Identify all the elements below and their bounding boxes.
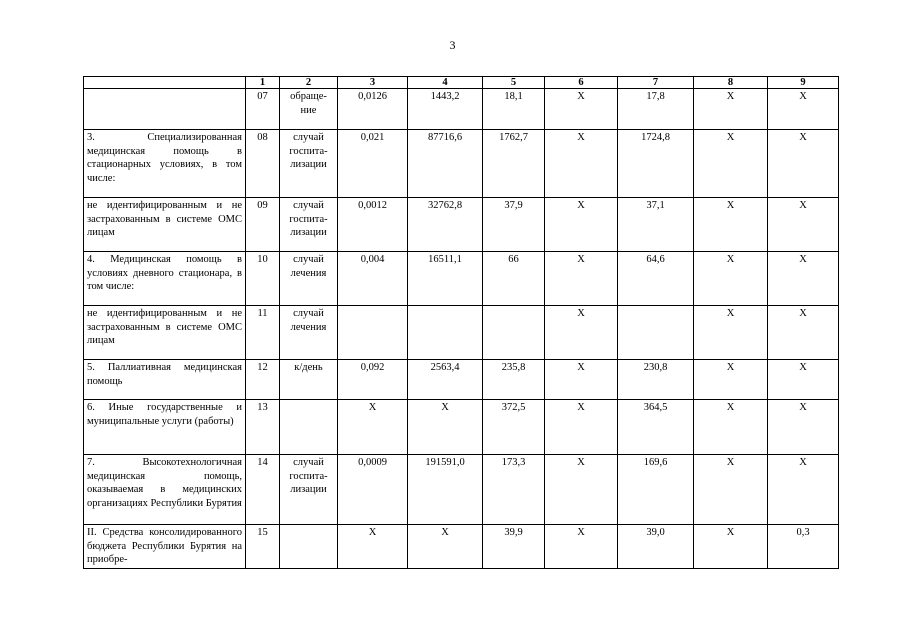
row-description: 6. Иные государственные и муниципальные услуги (работы) (84, 400, 246, 455)
row-code: 13 (246, 400, 280, 455)
row-code: 14 (246, 455, 280, 525)
header-cell-7: 7 (618, 77, 694, 89)
table-row (84, 525, 839, 569)
row-col4: 32762,8 (408, 198, 483, 252)
row-col5: 39,9 (483, 525, 545, 569)
row-col5: 372,5 (483, 400, 545, 455)
row-code: 10 (246, 252, 280, 306)
row-col9: X (768, 306, 839, 360)
row-unit: случай госпита-лизации (280, 455, 338, 525)
row-col8: X (694, 130, 768, 198)
row-col5: 18,1 (483, 89, 545, 130)
row-col9: X (768, 400, 839, 455)
header-cell-1: 1 (246, 77, 280, 89)
row-code: 12 (246, 360, 280, 400)
table-row (84, 130, 839, 198)
row-unit: случай лечения (280, 252, 338, 306)
row-description: 4. Медицинская помощь в условиях дневного стационара, в том числе: (84, 252, 246, 306)
row-unit: случай госпита-лизации (280, 130, 338, 198)
row-col9: X (768, 360, 839, 400)
row-col4: 1443,2 (408, 89, 483, 130)
row-col3: 0,004 (338, 252, 408, 306)
header-cell-9: 9 (768, 77, 839, 89)
row-col5: 173,3 (483, 455, 545, 525)
row-col3: 0,0012 (338, 198, 408, 252)
header-cell-4: 4 (408, 77, 483, 89)
header-cell-3: 3 (338, 77, 408, 89)
row-description: 5. Паллиативная медицинская помощь (84, 360, 246, 400)
row-col7: 1724,8 (618, 130, 694, 198)
row-col6: X (545, 198, 618, 252)
row-col7: 17,8 (618, 89, 694, 130)
row-col5 (483, 306, 545, 360)
row-col6: X (545, 360, 618, 400)
row-col8: X (694, 525, 768, 569)
row-col6: X (545, 455, 618, 525)
row-code: 15 (246, 525, 280, 569)
row-col7: 64,6 (618, 252, 694, 306)
row-col3 (338, 306, 408, 360)
row-description: 7. Высокотехнологичная медицинская помощь, оказываемая в медицинских организациях Республики Бурятия (84, 455, 246, 525)
row-col8: X (694, 455, 768, 525)
row-unit (280, 525, 338, 569)
row-col5: 235,8 (483, 360, 545, 400)
row-col7: 364,5 (618, 400, 694, 455)
row-code: 08 (246, 130, 280, 198)
table-row (84, 306, 839, 360)
row-unit: случай госпита-лизации (280, 198, 338, 252)
header-cell-6: 6 (545, 77, 618, 89)
row-col4: 16511,1 (408, 252, 483, 306)
row-col4: X (408, 400, 483, 455)
header-cell-8: 8 (694, 77, 768, 89)
row-description: не идентифицированным и не застрахованным в системе ОМС лицам (84, 198, 246, 252)
row-code: 09 (246, 198, 280, 252)
row-col9: X (768, 198, 839, 252)
row-col4: 2563,4 (408, 360, 483, 400)
row-unit: случай лечения (280, 306, 338, 360)
row-col7: 37,1 (618, 198, 694, 252)
row-description (84, 89, 246, 130)
row-col8: X (694, 400, 768, 455)
row-col8: X (694, 360, 768, 400)
page-number: 3 (449, 38, 456, 52)
row-col6: X (545, 525, 618, 569)
row-col3: 0,092 (338, 360, 408, 400)
table-row (84, 455, 839, 525)
row-col8: X (694, 198, 768, 252)
row-col5: 66 (483, 252, 545, 306)
row-unit: обраще-ние (280, 89, 338, 130)
row-col6: X (545, 306, 618, 360)
row-col7: 169,6 (618, 455, 694, 525)
row-col3: X (338, 525, 408, 569)
header-cell-empty (84, 77, 246, 89)
row-col3: X (338, 400, 408, 455)
row-col6: X (545, 130, 618, 198)
row-col3: 0,021 (338, 130, 408, 198)
row-col4: 191591,0 (408, 455, 483, 525)
header-cell-5: 5 (483, 77, 545, 89)
row-col9: X (768, 455, 839, 525)
data-table (83, 76, 839, 569)
row-col7 (618, 306, 694, 360)
row-col9: X (768, 130, 839, 198)
row-col9: X (768, 89, 839, 130)
row-col6: X (545, 252, 618, 306)
table-row (84, 360, 839, 400)
row-col6: X (545, 400, 618, 455)
row-description: 3. Специализированная медицинская помощь в стационарных условиях, в том числе: (84, 130, 246, 198)
row-col5: 1762,7 (483, 130, 545, 198)
row-unit (280, 400, 338, 455)
table-row (84, 198, 839, 252)
row-col4 (408, 306, 483, 360)
row-code: 11 (246, 306, 280, 360)
row-col5: 37,9 (483, 198, 545, 252)
row-col3: 0,0009 (338, 455, 408, 525)
header-cell-2: 2 (280, 77, 338, 89)
table-header-row (84, 77, 839, 89)
row-col4: X (408, 525, 483, 569)
row-col8: X (694, 252, 768, 306)
table-row (84, 252, 839, 306)
row-col9: X (768, 252, 839, 306)
row-col6: X (545, 89, 618, 130)
row-col7: 230,8 (618, 360, 694, 400)
row-col9: 0,3 (768, 525, 839, 569)
table-row (84, 89, 839, 130)
table-row (84, 400, 839, 455)
row-code: 07 (246, 89, 280, 130)
row-col3: 0,0126 (338, 89, 408, 130)
row-description: II. Средства консолидированного бюджета Республики Бурятия на приобре- (84, 525, 246, 569)
row-unit: к/день (280, 360, 338, 400)
row-col8: X (694, 89, 768, 130)
row-col7: 39,0 (618, 525, 694, 569)
row-col8: X (694, 306, 768, 360)
row-col4: 87716,6 (408, 130, 483, 198)
row-description: не идентифицированным и не застрахованным в системе ОМС лицам (84, 306, 246, 360)
